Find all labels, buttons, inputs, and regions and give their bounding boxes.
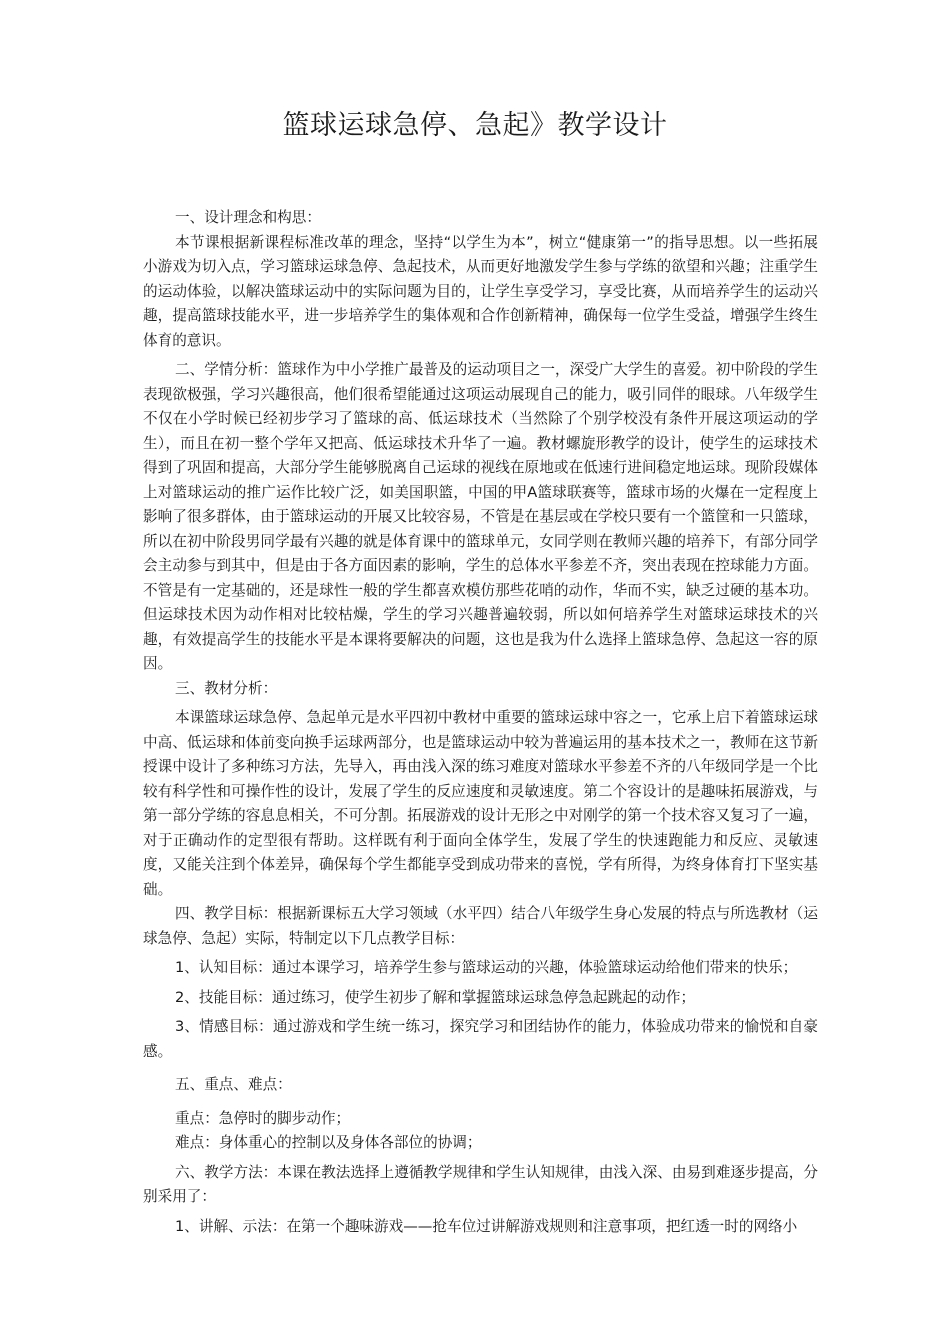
section-6-item-1: 1、讲解、示法：在第一个趣味游戏——抢车位过讲解游戏规则和注意事项，把红透一时的网络小 (175, 1217, 798, 1235)
section-3-body: 本课篮球运球急停、急起单元是水平四初中教材中重要的篮球运球中容之一，它承上启下着篮球运球中高、低运球和体前变向换手运球两部分，也是篮球运动中较为普遍运用的基本技术之一，教师在这节新授课中设计了多种练习方法，先导入，再由浅入深的练习难度对篮球水平参差不齐的八年级同学是一个比较有科学性和可操作性的设计，发展了学生的反应速度和灵敏速度。第二个容设计的是趣味拓展游戏，与第一部分学练的容息息相关，不可分割。拓展游戏的设计无形之中对刚学的第一个技术容又复习了一遍，对于正确动作的定型很有帮助。这样既有利于面向全体学生，发展了学生的快速跑能力和反应、灵敏速度，又能关注到个体差异，确保每个学生都能享受到成功带来的喜悦，学有所得，为终身体育打下坚实基础。 (143, 709, 818, 898)
section-5-heading: 五、重点、难点： (175, 1076, 292, 1093)
section-1-body: 本节课根据新课程标准改革的理念，坚持“以学生为本”，树立“健康第一”的指导思想。以一些拓展小游戏为切入点，学习篮球运球急停、急起技术，从而更好地激发学生参与学练的欲望和兴趣；注重学生的运动体验，以解决篮球运动中的实际问题为目的，让学生享受学习，享受比赛，从而培养学生的运动兴趣，提高篮球技能水平，进一步培养学生的集体观和合作创新精神，确保每一位学生受益，增强学生终生体育的意识。 (143, 233, 818, 349)
section-2-body: 二、学情分析：篮球作为中小学推广最普及的运动项目之一，深受广大学生的喜爱。初中阶段的学生表现欲极强，学习兴趣很高，他们很希望能通过这项运动展现自己的能力，吸引同伴的眼球。八年级学生不仅在小学时候已经初步学习了篮球的高、低运球技术（当然除了个别学校没有条件开展这项运动的学生），而且在初一整个学年又把高、低运球技术升华了一遍。教材螺旋形教学的设计，使学生的运球技术得到了巩固和提高，大部分学生能够脱离自己运球的视线在原地或在低速行进间稳定地运球。现阶段媒体上对篮球运动的推广运作比较广泛，如美国职篮，中国的甲A篮球联赛等，篮球市场的火爆在一定程度上影响了很多群体，由于篮球运动的开展又比较容易，不管是在基层或在学校只要有一个篮筐和一只篮球，所以在初中阶段男同学最有兴趣的就是体育课中的篮球单元，女同学则在教师兴趣的培养下，有部分同学会主动参与到其中，但是由于各方面因素的影响，学生的总体水平参差不齐，突出表现在控球能力方面。不管是有一定基础的，还是球性一般的学生都喜欢模仿那些花哨的动作，华而不实，缺乏过硬的基本功。但运球技术因为动作相对比较枯燥，学生的学习兴趣普遍较弱，所以如何培养学生对篮球运球技术的兴趣，有效提高学生的技能水平是本课将要解决的问题，这也是我为什么选择上篮球急停、急起这一容的原因。 (143, 361, 818, 672)
section-6-body: 六、教学方法：本课在教法选择上遵循教学规律和学生认知规律，由浅入深、由易到难逐步提高，分别采用了： (143, 1163, 818, 1205)
section-4-body: 四、教学目标：根据新课标五大学习领域（水平四）结合八年级学生身心发展的特点与所选教材（运球急停、急起）实际，特制定以下几点教学目标： (143, 905, 818, 947)
section-4-goal-3: 3、情感目标：通过游戏和学生统一练习，探究学习和团结协作的能力，体验成功带来的愉悦和自豪感。 (143, 1018, 818, 1060)
section-1-heading: 一、设计理念和构思： (175, 209, 321, 226)
section-5-difficulty: 难点：身体重心的控制以及身体各部位的协调； (175, 1134, 482, 1151)
document-body (143, 206, 818, 1239)
section-4-goal-2: 2、技能目标：通过练习，使学生初步了解和掌握篮球运球急停急起跳起的动作； (175, 988, 696, 1006)
document-title: 篮球运球急停、急起》教学设计 (282, 110, 668, 141)
section-4-goal-1: 1、认知目标：通过本课学习，培养学生参与篮球运动的兴趣，体验篮球运动给他们带来的快乐； (175, 959, 798, 976)
section-3-heading: 三、教材分析： (175, 679, 278, 697)
section-5-key-point: 重点：急停时的脚步动作； (175, 1109, 351, 1127)
